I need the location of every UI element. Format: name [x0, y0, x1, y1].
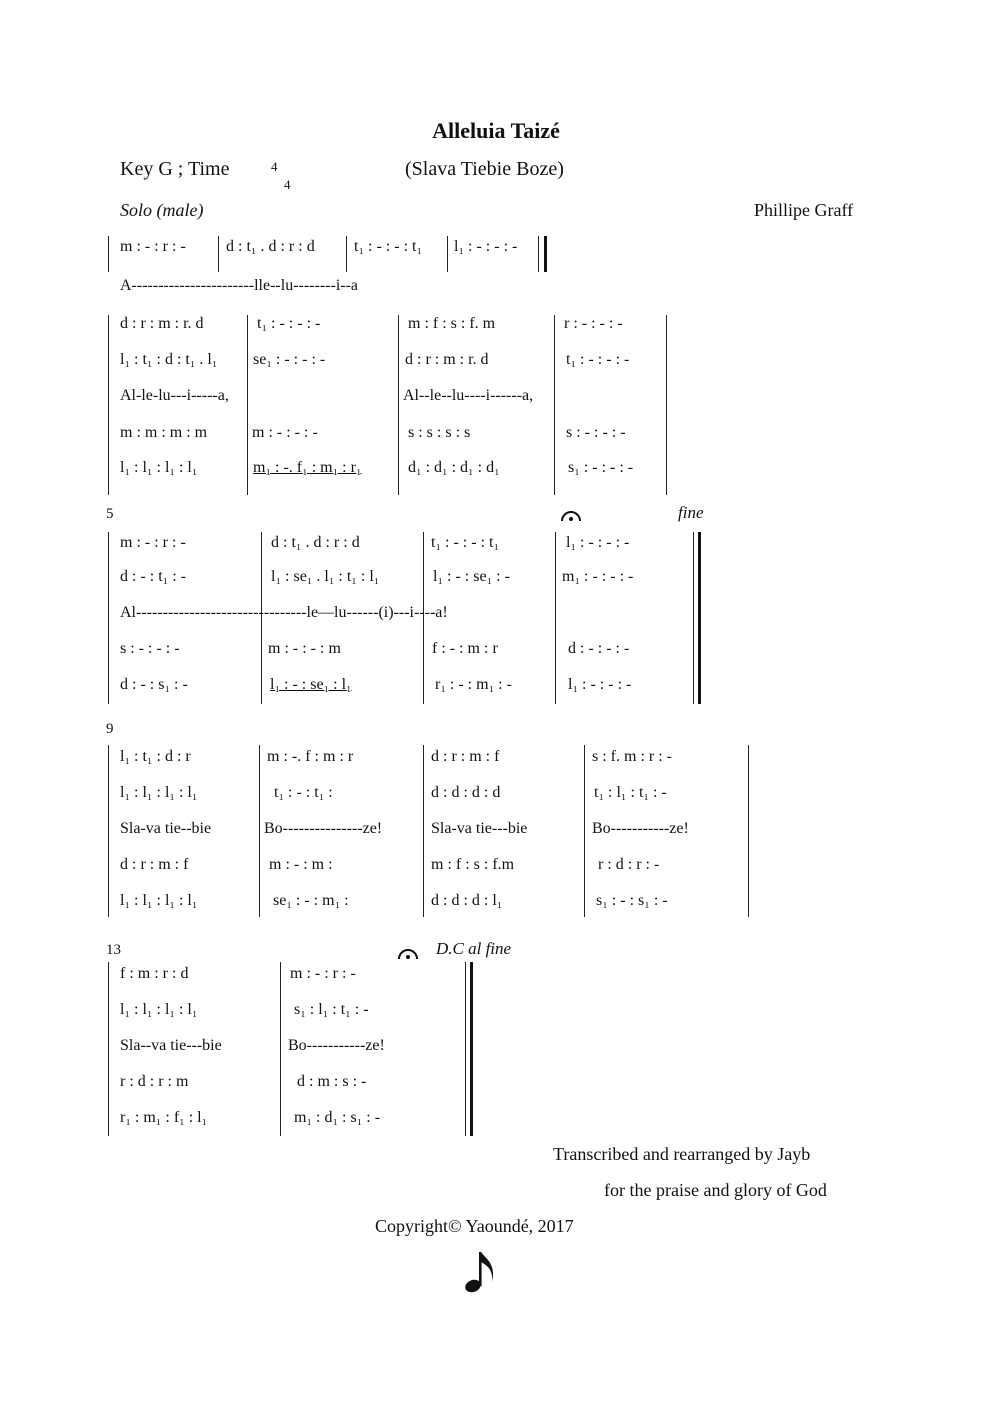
barline: [447, 236, 448, 272]
s3-bass-m3: d : d : d : l₁: [431, 892, 503, 909]
barline: [218, 236, 219, 272]
measure-number: 9: [106, 721, 114, 737]
barline: [108, 236, 109, 272]
s2-alto-m3: l₁ : - : se₁ : -: [433, 568, 510, 585]
s3-lyric-1: Sla-va tie--bie: [120, 820, 212, 837]
barline: [693, 532, 694, 704]
s1-alto-m4: t₁ : - : - : -: [566, 351, 630, 368]
s2-tenor-m1: s : - : - : -: [120, 640, 180, 657]
s1-tenor-m2: m : - : - : -: [252, 424, 318, 441]
s2-tenor-m3: f : - : m : r: [432, 640, 498, 657]
s1-bass-m1: l₁ : l₁ : l₁ : l₁: [120, 459, 198, 476]
s3-alto-m3: d : d : d : d: [431, 784, 501, 801]
solo-lyric: A-----------------------lle--lu--------i--a: [120, 277, 359, 294]
barline: [584, 745, 585, 917]
s1-tenor-m4: s : - : - : -: [566, 424, 626, 441]
s2-lyric: Al--------------------------------le—lu------(i)---i----a!: [120, 604, 448, 621]
fine-marking: fine: [678, 503, 704, 522]
solo-measure-1: m : - : r : -: [120, 238, 186, 255]
s1-soprano-m4: r : - : - : -: [564, 315, 623, 332]
subtitle: (Slava Tiebie Boze): [405, 158, 564, 180]
s1-alto-m1: l₁ : t₁ : d : t₁ . l₁: [120, 351, 218, 368]
s3-lyric-3: Sla-va tie---bie: [431, 820, 528, 837]
time-sig-bottom: 4: [284, 177, 291, 192]
s1-alto-m2: se₁ : - : - : -: [253, 351, 326, 368]
s2-soprano-m2: d : t₁ . d : r : d: [271, 534, 360, 551]
s2-tenor-m2: m : - : - : m: [268, 640, 341, 657]
s3-bass-m4: s₁ : - : s₁ : -: [596, 892, 668, 909]
s2-alto-m1: d : - : t₁ : -: [120, 568, 187, 585]
barline: [423, 745, 424, 917]
barline: [259, 745, 260, 917]
s1-bass-m4: s₁ : - : - : -: [568, 459, 634, 476]
s1-tenor-m1: m : m : m : m: [120, 424, 208, 441]
s4-soprano-m2: m : - : r : -: [290, 965, 356, 982]
s1-lyric-1: Al-le-lu---i-----a,: [120, 387, 229, 404]
barline: [555, 532, 556, 704]
barline: [538, 236, 539, 272]
fermata-icon: [398, 946, 418, 960]
solo-measure-2: d : t₁ . d : r : d: [226, 238, 315, 255]
s2-soprano-m3: t₁ : - : - : t₁: [431, 534, 500, 551]
composer: Phillipe Graff: [754, 200, 854, 220]
solo-label: Solo (male): [120, 200, 204, 220]
s2-bass-m3: r₁ : - : m₁ : -: [435, 676, 512, 693]
s4-alto-m2: s₁ : l₁ : t₁ : -: [294, 1001, 369, 1018]
s1-bass-m3: d₁ : d₁ : d₁ : d₁: [408, 459, 500, 476]
s3-tenor-m1: d : r : m : f: [120, 856, 189, 873]
footer-praise: for the praise and glory of God: [604, 1180, 827, 1200]
barline: [465, 962, 466, 1136]
time-sig-top: 4: [271, 159, 278, 174]
barline: [247, 315, 248, 495]
s4-tenor-m1: r : d : r : m: [120, 1073, 189, 1090]
page-title: Alleluia Taizé: [432, 118, 560, 143]
solo-measure-4: l₁ : - : - : -: [454, 238, 518, 255]
s2-alto-m2: l₁ : se₁ . l₁ : t₁ : l₁: [271, 568, 380, 585]
s4-lyric-2: Bo-----------ze!: [288, 1037, 385, 1054]
fermata-icon: [561, 508, 581, 522]
s4-tenor-m2: d : m : s : -: [297, 1073, 367, 1090]
solo-measure-3: t₁ : - : - : t₁: [354, 238, 423, 255]
s3-tenor-m2: m : - : m :: [269, 856, 333, 873]
key-time: Key G ; Time: [120, 158, 230, 180]
s4-soprano-m1: f : m : r : d: [120, 965, 189, 982]
s3-alto-m4: t₁ : l₁ : t₁ : -: [594, 784, 667, 801]
eighth-note-icon: [462, 1248, 500, 1294]
barline: [108, 315, 109, 495]
barline: [554, 315, 555, 495]
barline: [346, 236, 347, 272]
s1-alto-m3: d : r : m : r. d: [405, 351, 489, 368]
final-barline: [698, 532, 701, 704]
s3-lyric-4: Bo-----------ze!: [592, 820, 689, 837]
s2-soprano-m1: m : - : r : -: [120, 534, 186, 551]
s3-lyric-2: Bo---------------ze!: [264, 820, 383, 837]
s3-alto-m1: l₁ : l₁ : l₁ : l₁: [120, 784, 198, 801]
s3-soprano-m2: m : -. f : m : r: [267, 748, 354, 765]
barline: [280, 962, 281, 1136]
s3-alto-m2: t₁ : - : t₁ :: [274, 784, 333, 801]
s4-alto-m1: l₁ : l₁ : l₁ : l₁: [120, 1001, 198, 1018]
barline: [108, 745, 109, 917]
s2-tenor-m4: d : - : - : -: [568, 640, 630, 657]
footer-transcribed: Transcribed and rearranged by Jayb: [553, 1144, 811, 1164]
s2-soprano-m4: l₁ : - : - : -: [566, 534, 630, 551]
s1-soprano-m3: m : f : s : f. m: [408, 315, 496, 332]
s3-soprano-m4: s : f. m : r : -: [592, 748, 672, 765]
s2-bass-m4: l₁ : - : - : -: [568, 676, 632, 693]
footer-copyright: Copyright© Yaoundé, 2017: [375, 1216, 574, 1236]
barline: [666, 315, 667, 495]
s3-bass-m1: l₁ : l₁ : l₁ : l₁: [120, 892, 198, 909]
s1-soprano-m2: t₁ : - : - : -: [257, 315, 321, 332]
s1-soprano-m1: d : r : m : r. d: [120, 315, 204, 332]
measure-number: 13: [106, 942, 121, 958]
s1-tenor-m3: s : s : s : s: [408, 424, 471, 441]
s3-tenor-m3: m : f : s : f.m: [431, 856, 515, 873]
s3-soprano-m1: l₁ : t₁ : d : r: [120, 748, 191, 765]
measure-number: 5: [106, 506, 114, 522]
s2-alto-m4: m₁ : - : - : -: [562, 568, 634, 585]
barline: [748, 745, 749, 917]
barline: [398, 315, 399, 495]
barline: [108, 532, 109, 704]
final-barline: [544, 236, 547, 272]
s4-bass-m2: m₁ : d₁ : s₁ : -: [294, 1109, 381, 1126]
dc-al-fine: D.C al fine: [436, 939, 512, 958]
final-barline: [470, 962, 473, 1136]
barline: [108, 962, 109, 1136]
s4-bass-m1: r₁ : m₁ : f₁ : l₁: [120, 1109, 208, 1126]
s3-soprano-m3: d : r : m : f: [431, 748, 500, 765]
s2-bass-m1: d : - : s₁ : -: [120, 676, 188, 693]
s3-tenor-m4: r : d : r : -: [598, 856, 660, 873]
s1-bass-m2: m₁ : -. f₁ : m₁ : r₁: [253, 459, 362, 476]
s4-lyric-1: Sla--va tie---bie: [120, 1037, 222, 1054]
s1-lyric-2: Al--le--lu----i------a,: [403, 387, 534, 404]
s3-bass-m2: se₁ : - : m₁ :: [273, 892, 349, 909]
s2-bass-m2: l₁ : - : se₁ : l₁: [270, 676, 352, 693]
